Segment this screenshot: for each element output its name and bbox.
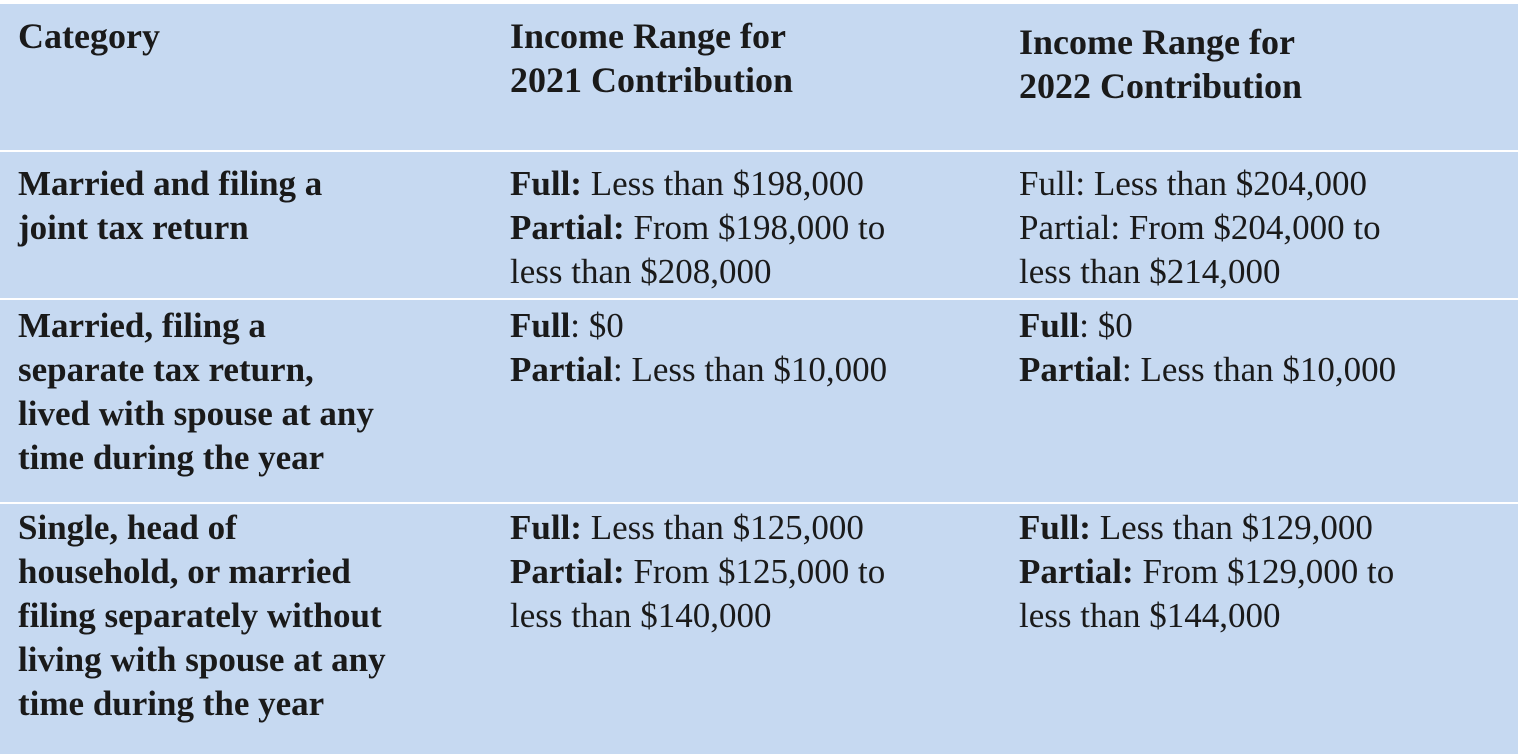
row3-2022-line3: less than $144,000 <box>1019 596 1281 635</box>
row3-category-line5: time during the year <box>18 684 325 723</box>
partial-label: Partial <box>510 350 614 389</box>
full-label: Full: <box>510 164 582 203</box>
row1-2022-line1: Full: Less than $204,000 <box>1019 164 1368 203</box>
row2-2022-partial <box>1019 348 1518 392</box>
row2-category-line2: separate tax return, <box>18 350 314 389</box>
row2-category-line1: Married, filing a <box>18 306 266 345</box>
row2-2022-full <box>1019 304 1518 348</box>
row3-category <box>0 506 496 726</box>
row3-category-line4: living with spouse at any <box>18 640 386 679</box>
header-2021 <box>496 14 1001 102</box>
row1-2021-full <box>510 162 1001 206</box>
full-text: : $0 <box>1079 306 1133 345</box>
row3-category-line1: Single, head of <box>18 508 237 547</box>
header-2022 <box>1001 20 1518 108</box>
header-2022-line2: 2022 Contribution <box>1019 66 1303 106</box>
row3-2022-partial <box>1019 550 1518 594</box>
row2-category-line3: lived with spouse at any <box>18 394 374 433</box>
row1-2021-line3: less than $208,000 <box>510 252 772 291</box>
row3-category-line2: household, or married <box>18 552 351 591</box>
row3-2021-full <box>510 506 1001 550</box>
row-divider <box>0 150 1518 152</box>
header-2021-line2: 2021 Contribution <box>510 60 794 100</box>
row1-category-line2: joint tax return <box>18 208 249 247</box>
row1-category <box>0 162 496 250</box>
row2-2021-full <box>510 304 1001 348</box>
partial-text: : Less than $10,000 <box>613 350 888 389</box>
partial-label: Partial: <box>510 208 625 247</box>
partial-label: Partial <box>1019 350 1123 389</box>
row1-2022 <box>1001 162 1518 294</box>
full-text: : $0 <box>570 306 624 345</box>
partial-text: From $129,000 to <box>1133 552 1395 591</box>
row1-2021-partial <box>510 206 1001 250</box>
full-label: Full <box>1019 306 1080 345</box>
partial-label: Partial: <box>510 552 625 591</box>
full-label: Full: <box>510 508 582 547</box>
partial-text: : Less than $10,000 <box>1122 350 1397 389</box>
row3-2021-partial <box>510 550 1001 594</box>
row2-2021 <box>496 304 1001 392</box>
full-label: Full: <box>1019 508 1091 547</box>
row1-category-line1: Married and filing a <box>18 164 323 203</box>
row3-2021-line3: less than $140,000 <box>510 596 772 635</box>
full-text: Less than $125,000 <box>581 508 864 547</box>
full-text: Less than $129,000 <box>1090 508 1373 547</box>
row3-2022 <box>1001 506 1518 638</box>
row2-2022 <box>1001 304 1518 392</box>
row2-category-line4: time during the year <box>18 438 325 477</box>
row2-category <box>0 304 496 480</box>
table-top-border <box>0 0 1518 4</box>
row1-2022-line2: Partial: From $204,000 to <box>1019 208 1381 247</box>
header-2022-line1: Income Range for <box>1019 22 1295 62</box>
row-divider <box>0 502 1518 504</box>
full-label: Full <box>510 306 571 345</box>
row3-category-line3: filing separately without <box>18 596 382 635</box>
partial-text: From $125,000 to <box>624 552 886 591</box>
header-category-label: Category <box>18 16 160 56</box>
row3-2022-full <box>1019 506 1518 550</box>
row2-2021-partial <box>510 348 1001 392</box>
row-divider <box>0 298 1518 300</box>
row3-2021 <box>496 506 1001 638</box>
row1-2022-line3: less than $214,000 <box>1019 252 1281 291</box>
header-category <box>0 14 496 58</box>
row1-2021 <box>496 162 1001 294</box>
full-text: Less than $198,000 <box>581 164 864 203</box>
partial-label: Partial: <box>1019 552 1134 591</box>
partial-text: From $198,000 to <box>624 208 886 247</box>
header-2021-line1: Income Range for <box>510 16 786 56</box>
